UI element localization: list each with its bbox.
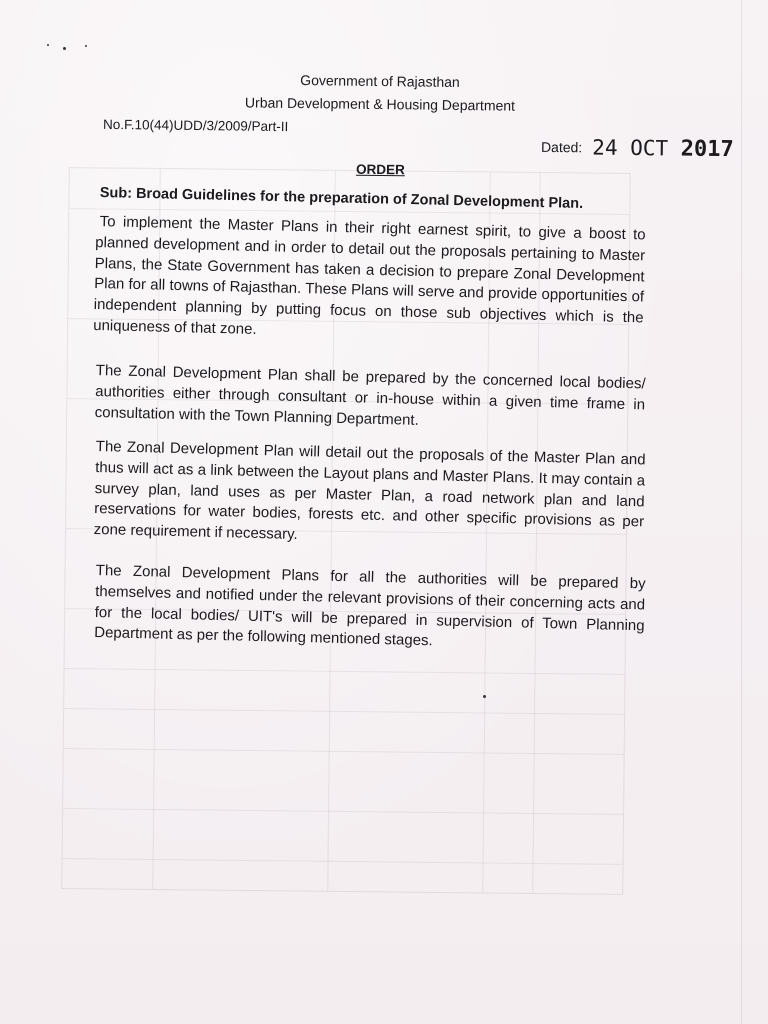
date-stamp-year: 2017	[680, 136, 734, 163]
paragraph: The Zonal Development Plan shall be prepared by the concerned local bodies/ authorities either through consultant or in-house within a given time frame in consultation with the Town Planning Department.	[94, 361, 646, 429]
dated-line	[541, 135, 734, 162]
sheet-edge	[741, 0, 742, 1024]
subject-line: Sub: Broad Guidelines for the preparation of Zonal Development Plan.	[99, 185, 584, 212]
paragraph: To implement the Master Plans in their right earnest spirit, to give a boost to planned development and in order to detail out the proposals pertaining to Master Plans, the State Government has taken a decision to prepare Zonal Development Plan for all towns of Rajasthan. These Plans will serve and provide opportunities of independent planning by putting focus on those sub objectives which is the uniqueness of that zone.	[93, 213, 646, 338]
order-title: ORDER	[355, 161, 405, 178]
department-heading: Urban Development & Housing Department	[244, 94, 516, 114]
date-stamp	[592, 135, 734, 161]
punch-dot	[63, 47, 66, 50]
government-heading: Government of Rajasthan	[300, 72, 460, 90]
paragraph: The Zonal Development Plans for all the authorities will be prepared by themselves and notified under the relevant provisions of their concerning acts and for the local bodies/ UIT's will be prepared in supervision of Town Planning Department as per the following mentioned stages.	[94, 561, 646, 650]
punch-dot	[483, 695, 486, 698]
punch-dot	[85, 45, 87, 47]
dated-label: Dated:	[540, 138, 583, 156]
punch-dot	[47, 44, 49, 46]
paragraph: The Zonal Development Plan will detail out the proposals of the Master Plan and thus will act as a link between the Layout plans and Master Plans. It may contain a survey plan, land uses as per Master Plan, a road network plan and land reservations for water bodies, forests etc. and other specific provisions as per zone requirement if necessary.	[93, 437, 646, 544]
date-stamp-day-month: 24 OCT	[592, 135, 669, 161]
reference-number: No.F.10(44)UDD/3/2009/Part-II	[102, 116, 289, 135]
